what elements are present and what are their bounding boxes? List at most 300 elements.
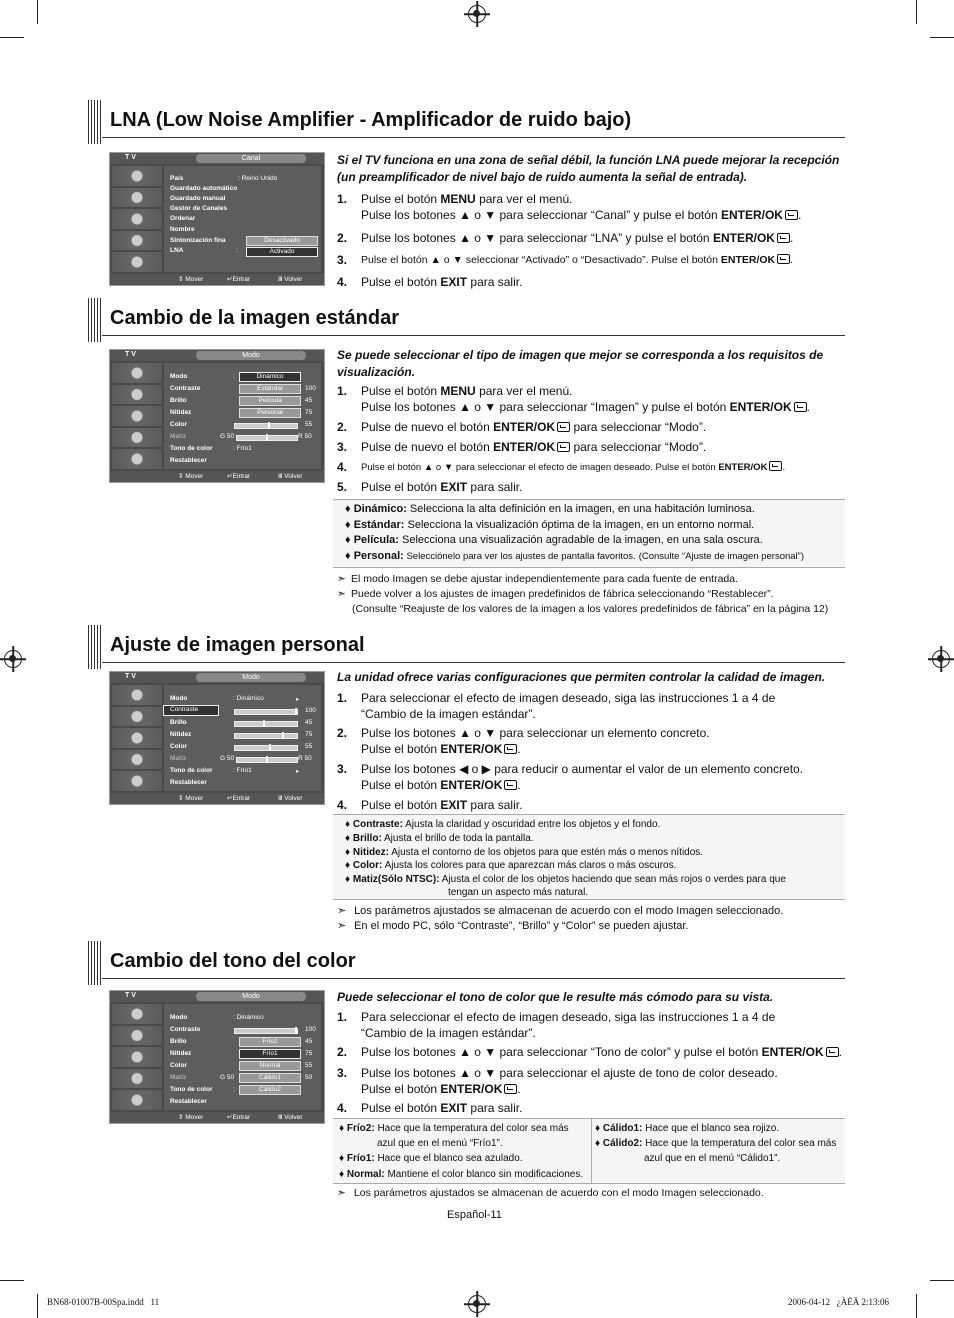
menu-value: G 50 — [220, 1074, 235, 1081]
tv-menu-screenshot-canal — [109, 152, 325, 286]
note-text: Los parámetros ajustados se almacenan de acuerdo con el modo Imagen seleccionado. — [353, 1187, 764, 1199]
menu-value: : Frío1 — [233, 767, 252, 774]
foot-enter: ↵Entrar — [227, 473, 251, 480]
tv-label: T V — [125, 673, 136, 680]
step — [337, 726, 847, 757]
menu-value: R 50 — [298, 433, 312, 440]
menu-number: 100 — [305, 1026, 316, 1033]
menu-row: Modo — [170, 373, 188, 380]
tv-menu-screenshot-tono — [109, 990, 325, 1124]
bullet-text: Ajusta la claridad y oscuridad entre los objetos y el fondo. — [402, 819, 661, 830]
bullet-text: azul que en el menú “Frío1”. — [377, 1138, 503, 1149]
slider — [236, 757, 298, 763]
step-text: para ver el menú. — [475, 384, 573, 398]
option-dinamico-selected: Dinámico — [239, 372, 301, 382]
menu-value: : Dinámico — [233, 695, 264, 702]
bullet-item — [595, 1137, 836, 1150]
menu-row: Brillo — [170, 719, 187, 726]
key-label: ENTER/OK — [440, 741, 503, 756]
bullet-item — [595, 1122, 779, 1135]
bullet-text: Ajusta el contorno de los objetos para que estén más o menos nítidos. — [389, 847, 704, 858]
menu-colon: : — [236, 247, 238, 254]
bullet-item — [345, 519, 754, 532]
bullet-text: Hace que el blanco sea azulado. — [374, 1153, 523, 1164]
bullet-icon: ♦ — [339, 1169, 345, 1180]
bullet-item — [339, 1152, 523, 1165]
registration-mark-icon — [468, 1295, 486, 1313]
menu-icon — [112, 1047, 162, 1067]
bullet-icon: ♦ — [339, 1123, 345, 1134]
bullet-item — [339, 1122, 569, 1135]
option-pelicula: Película — [239, 396, 301, 406]
option-personal: Personal — [239, 408, 301, 418]
menu-icon — [112, 685, 162, 705]
bullet-key: Contraste: — [352, 819, 403, 830]
bullet-text: tengan un aspecto más natural. — [448, 887, 589, 898]
step-number: 4. — [337, 460, 348, 474]
menu-row: País — [170, 175, 184, 182]
enter-icon — [504, 1084, 517, 1094]
section-title: Cambio de la imagen estándar — [110, 307, 399, 329]
step — [337, 384, 847, 415]
key-label: ENTER/OK — [440, 777, 503, 792]
step-text: para seleccionar “Modo”. — [570, 440, 707, 454]
bullet-item — [345, 832, 534, 845]
menu-value: : Frío1 — [233, 445, 252, 452]
enter-icon — [504, 780, 517, 790]
step-text: . — [517, 741, 521, 756]
key-label: MENU — [440, 384, 476, 398]
heading-rule — [102, 137, 845, 138]
crop-mark — [0, 37, 24, 38]
menu-row: Brillo — [170, 397, 187, 404]
bullet-text: Ajusta el color de los objetos haciendo que sean más rojos o verdes para que — [439, 874, 786, 885]
menu-number: 50 — [305, 1074, 313, 1081]
menu-row: Guardado manual — [170, 195, 226, 202]
step — [337, 1010, 847, 1041]
step-number: 3. — [337, 440, 348, 454]
enter-icon — [557, 422, 570, 432]
menu-icon — [112, 406, 162, 426]
bullet-key: Brillo: — [352, 833, 382, 844]
note: (Consulte “Reajuste de los valores de la imagen a los valores predefinidos de fábrica” en la página 12) — [352, 603, 829, 615]
crop-mark — [0, 1280, 24, 1281]
note-icon: ➣ — [337, 920, 347, 932]
bullet-text: Hace que la temperatura del color sea más — [374, 1123, 569, 1134]
bullet-item — [345, 873, 786, 886]
step — [337, 1101, 847, 1117]
key-label: EXIT — [440, 1101, 468, 1115]
menu-row: Restablecer — [170, 457, 207, 464]
bullet-text: Mantiene el color blanco sin modificaciones. — [384, 1169, 584, 1180]
note — [337, 1186, 764, 1200]
step-text: . — [517, 1081, 521, 1096]
step-number: 4. — [337, 275, 348, 289]
step-text: . — [806, 399, 810, 414]
step-number: 2. — [337, 231, 348, 245]
menu-number: 45 — [305, 719, 313, 726]
menu-row: LNA — [170, 247, 184, 254]
bullet-key: Nitidez: — [352, 847, 389, 858]
bullet-icon: ♦ — [345, 519, 351, 531]
menu-row: Matiz — [170, 433, 187, 440]
menu-value: G 50 — [220, 433, 235, 440]
step — [337, 1066, 847, 1097]
bullet-item — [345, 503, 755, 516]
key-label: ENTER/OK — [440, 1081, 503, 1096]
file-name: BN68-01007B-00Spa.indd 11 — [47, 1297, 160, 1307]
enter-icon — [826, 1047, 839, 1057]
step-text: Pulse los botones ▲ o ▼ para seleccionar “Canal” y pulse el botón — [361, 207, 721, 222]
step-text: Pulse el botón ▲ o ▼ para seleccionar el efecto de imagen deseado. Pulse el botón — [361, 462, 719, 473]
key-label: ENTER/OK — [718, 462, 768, 473]
heading-bar — [88, 625, 102, 669]
crop-mark — [916, 0, 917, 24]
step-text: Pulse los botones ▲ o ▼ para seleccionar “LNA” y pulse el botón — [361, 231, 713, 245]
tv-menu-screenshot-modo — [109, 349, 325, 483]
step-text: para salir. — [467, 480, 523, 494]
menu-icon — [112, 252, 162, 272]
heading-rule — [102, 335, 845, 336]
menu-row: Restablecer — [170, 1098, 207, 1105]
section-intro: Se puede seleccionar el tipo de imagen que mejor se corresponda a los requisitos de visualización. — [337, 348, 824, 379]
menu-row: Brillo — [170, 1038, 187, 1045]
tv-label: T V — [125, 154, 136, 161]
step-text: Pulse de nuevo el botón — [361, 420, 494, 434]
foot-back: Ⅲ Volver — [278, 795, 303, 802]
bullet-key: Color: — [352, 860, 383, 871]
menu-row-selected: Contraste — [163, 705, 219, 716]
slider — [234, 733, 298, 739]
menu-row: Contraste — [170, 385, 201, 392]
menu-number: 45 — [305, 1038, 313, 1045]
key-label: ENTER/OK — [720, 207, 783, 222]
key-label: ENTER/OK — [729, 399, 792, 414]
option-activado-selected: Activado — [246, 247, 318, 257]
menu-icon — [112, 363, 162, 383]
menu-row: Ordenar — [170, 215, 196, 222]
bullet-text: azul que en el menú “Cálido1”. — [644, 1153, 781, 1164]
step-text: para salir. — [467, 1101, 523, 1115]
menu-tab: Canal — [196, 154, 306, 163]
step — [337, 420, 847, 436]
bullet-text: Ajusta los colores para que aparezcan más claros o más oscuros. — [382, 860, 677, 871]
step — [337, 691, 847, 722]
menu-row: Nitidez — [170, 409, 192, 416]
menu-number: 75 — [305, 731, 313, 738]
foot-back: Ⅲ Volver — [278, 473, 303, 480]
bullet-key: Película: — [353, 534, 399, 546]
step-text: para salir. — [467, 798, 523, 812]
menu-value: R 50 — [298, 755, 312, 762]
menu-row: Color — [170, 1062, 187, 1069]
step-text: Pulse los botones ▲ o ▼ para seleccionar “Tono de color” y pulse el botón — [361, 1045, 762, 1059]
step-text: . — [782, 462, 786, 473]
menu-number: 75 — [305, 1050, 313, 1057]
note — [337, 572, 738, 586]
step-number: 1. — [337, 1010, 348, 1024]
bullet-key: Cálido2: — [602, 1138, 643, 1149]
bullet-key: Frío1: — [346, 1153, 375, 1164]
step-text: Pulse los botones ▲ o ▼ para seleccionar el ajuste de tono de color deseado. — [361, 1066, 778, 1080]
key-label: ENTER/OK — [493, 440, 556, 454]
menu-icon — [112, 1004, 162, 1024]
option-calido1: Cálido1 — [239, 1073, 301, 1083]
step-number: 4. — [337, 798, 348, 812]
step-text: Pulse el botón — [361, 384, 441, 398]
menu-icon — [112, 707, 162, 727]
step-text: Pulse los botones ◀ o ▶ para reducir o aumentar el valor de un elemento concreto. — [361, 762, 804, 776]
step-text: . — [790, 254, 794, 266]
bullet-icon: ♦ — [345, 503, 351, 515]
menu-number: 55 — [305, 1062, 313, 1069]
note-text: El modo Imagen se debe ajustar independientemente para cada fuente de entrada. — [351, 573, 739, 585]
menu-number: 45 — [305, 397, 313, 404]
note-text: Puede volver a los ajustes de imagen predefinidos de fábrica seleccionando “Restablecer”. — [351, 588, 774, 600]
bullet-item — [345, 859, 676, 872]
menu-row: Tono de color — [170, 445, 213, 452]
bullet-text: Ajusta el brillo de toda la pantalla. — [381, 833, 534, 844]
bullet-text: (Consulte “Ajuste de imagen personal”) — [638, 551, 804, 562]
menu-icon — [112, 1090, 162, 1110]
section-title: Ajuste de imagen personal — [110, 634, 365, 656]
step-text: Pulse el botón — [361, 777, 441, 792]
menu-value: G 50 — [220, 755, 235, 762]
step-text: Pulse el botón — [361, 480, 441, 494]
heading-bar — [88, 941, 102, 985]
enter-icon — [557, 442, 570, 452]
foot-enter: ↵Entrar — [227, 1114, 251, 1121]
info-box — [333, 1118, 845, 1184]
slider — [234, 709, 298, 715]
menu-number: 75 — [305, 409, 313, 416]
foot-enter: ↵Entrar — [227, 276, 251, 283]
option-frio1-selected: Frío1 — [239, 1049, 301, 1059]
section-title: Cambio del tono del color — [110, 950, 356, 972]
menu-icon — [112, 209, 162, 229]
section-intro: Puede seleccionar el tono de color que le resulte más cómodo para su vista. — [337, 990, 774, 1004]
menu-row: Contraste — [170, 1026, 201, 1033]
option-calido2: Cálido2 — [239, 1085, 301, 1095]
key-label: MENU — [440, 192, 476, 206]
registration-mark-icon — [4, 650, 22, 668]
step-text: Para seleccionar el efecto de imagen deseado, siga las instrucciones 1 a 4 de — [361, 691, 776, 705]
step-text: Para seleccionar el efecto de imagen deseado, siga las instrucciones 1 a 4 de — [361, 1010, 776, 1024]
step-text: . — [517, 777, 521, 792]
note — [337, 904, 783, 918]
menu-row: Matiz — [170, 1074, 187, 1081]
heading-bar — [88, 298, 102, 342]
menu-icon — [112, 1026, 162, 1046]
slider — [234, 1028, 298, 1034]
arrow-right-icon: ▸ — [296, 768, 300, 775]
step-number: 4. — [337, 1101, 348, 1115]
step — [337, 480, 847, 496]
menu-row: Modo — [170, 695, 188, 702]
tv-label: T V — [125, 351, 136, 358]
bullet-key: Dinámico: — [353, 503, 407, 515]
option-frio2: Frío2 — [239, 1037, 301, 1047]
enter-icon — [769, 461, 782, 471]
section-title: LNA (Low Noise Amplifier - Amplificador de ruido bajo) — [110, 109, 632, 131]
step — [337, 798, 847, 814]
step-number: 3. — [337, 253, 348, 267]
menu-row: Nombre — [170, 226, 195, 233]
note-icon: ➣ — [337, 905, 347, 917]
key-label: EXIT — [440, 480, 468, 494]
bullet-icon: ♦ — [345, 847, 351, 858]
enter-icon — [504, 744, 517, 754]
enter-icon — [777, 254, 790, 264]
step-text: . — [797, 207, 802, 222]
section-intro: Si el TV funciona en una zona de señal débil, la función LNA puede mejorar la recepción (un preamplificador de nivel bajo de ruido aumenta la señal de entrada). — [337, 153, 840, 184]
bullet-icon: ♦ — [345, 819, 351, 830]
bullet-text: Selecciona la visualización óptima de la imagen, en un entorno normal. — [404, 519, 755, 531]
menu-row: Nitidez — [170, 731, 192, 738]
step-text: Pulse el botón — [361, 798, 441, 812]
menu-colon: : — [233, 1086, 235, 1093]
menu-tab: Modo — [196, 673, 306, 682]
tv-menu-screenshot-personal — [109, 671, 325, 805]
box-divider — [591, 1119, 592, 1183]
menu-number: 55 — [305, 743, 313, 750]
foot-move: ⇕ Mover — [178, 473, 204, 480]
step-text: Pulse el botón — [361, 275, 441, 289]
bullet-icon: ♦ — [345, 534, 351, 546]
key-label: ENTER/OK — [493, 420, 556, 434]
bullet-item — [339, 1168, 583, 1181]
menu-number: 55 — [305, 421, 313, 428]
foot-move: ⇕ Mover — [178, 795, 204, 802]
step — [337, 231, 847, 247]
foot-back: Ⅲ Volver — [278, 1114, 303, 1121]
menu-value: : Reino Unido — [238, 175, 278, 182]
crop-mark — [37, 0, 38, 24]
info-box — [333, 814, 845, 900]
crop-mark — [930, 37, 954, 38]
slider — [236, 435, 298, 441]
crop-mark — [37, 1294, 38, 1318]
bullet-icon: ♦ — [595, 1123, 601, 1134]
step-text: Pulse el botón — [361, 741, 441, 756]
bullet-item — [345, 534, 763, 547]
menu-row: Sintonización fina — [170, 237, 226, 244]
menu-colon: : — [233, 373, 235, 380]
menu-number: 100 — [305, 385, 316, 392]
step-text: “Cambio de la imagen estándar”. — [361, 706, 536, 721]
menu-row: Color — [170, 743, 187, 750]
heading-bar — [88, 100, 102, 144]
step-text: “Cambio de la imagen estándar”. — [361, 1025, 536, 1040]
step-text: Pulse los botones ▲ o ▼ para seleccionar “Imagen” y pulse el botón — [361, 399, 730, 414]
crop-mark — [916, 1294, 917, 1318]
bullet-text: Hace que la temperatura del color sea más — [642, 1138, 837, 1149]
menu-value: : Dinámico — [233, 1014, 264, 1021]
menu-icon — [112, 750, 162, 770]
foot-back: Ⅲ Volver — [278, 276, 303, 283]
enter-icon — [785, 210, 798, 220]
bullet-icon: ♦ — [345, 874, 351, 885]
heading-rule — [102, 978, 845, 979]
registration-mark-icon — [932, 650, 950, 668]
section-intro: La unidad ofrece varias configuraciones que permiten controlar la calidad de imagen. — [337, 670, 826, 684]
option-estandar: Estándar — [239, 384, 301, 394]
key-label: ENTER/OK — [720, 254, 776, 266]
step — [337, 1045, 847, 1061]
registration-mark-icon — [468, 5, 486, 23]
slider — [234, 423, 298, 429]
step-text: Pulse el botón — [361, 192, 441, 206]
menu-icons — [112, 166, 162, 272]
step — [337, 440, 847, 456]
key-label: ENTER/OK — [761, 1045, 824, 1059]
option-normal: Normal — [239, 1061, 301, 1071]
menu-row: Restablecer — [170, 779, 207, 786]
step-text: Pulse de nuevo el botón — [361, 440, 494, 454]
bullet-icon: ♦ — [345, 550, 351, 562]
step-number: 3. — [337, 762, 348, 776]
foot-move: ⇕ Mover — [178, 1114, 204, 1121]
step-text: Pulse el botón ▲ o ▼ seleccionar “Activado” o “Desactivado”. Pulse el botón — [361, 254, 721, 266]
step-number: 1. — [337, 384, 348, 398]
menu-number: 100 — [305, 707, 316, 714]
key-label: ENTER/OK — [712, 231, 775, 245]
step-text: . — [838, 1045, 842, 1059]
menu-row: Gestor de Canales — [170, 205, 228, 212]
bullet-key: Personal: — [353, 550, 404, 562]
step-number: 5. — [337, 480, 348, 494]
bullet-key: Frío2: — [346, 1123, 375, 1134]
step-text: para seleccionar “Modo”. — [570, 420, 707, 434]
menu-row: Tono de color — [170, 767, 213, 774]
menu-icon — [112, 771, 162, 791]
menu-icon — [112, 428, 162, 448]
note-text: En el modo PC, sólo “Contraste”, “Brillo” y “Color” se pueden ajustar. — [354, 920, 689, 932]
page-number: Español-11 — [447, 1209, 502, 1221]
step — [337, 275, 847, 291]
foot-move: ⇕ Mover — [178, 276, 204, 283]
step-text: para salir. — [467, 275, 523, 289]
crop-mark — [930, 1280, 954, 1281]
step — [337, 253, 847, 269]
step-text: Pulse el botón — [361, 1101, 441, 1115]
enter-icon — [777, 233, 790, 243]
menu-row: Matiz — [170, 755, 187, 762]
step — [337, 460, 847, 476]
key-label: EXIT — [440, 798, 468, 812]
menu-row: Modo — [170, 1014, 188, 1021]
step-number: 1. — [337, 192, 348, 206]
bullet-text: Hace que el blanco sea rojizo. — [642, 1123, 780, 1134]
tv-label: T V — [125, 992, 136, 999]
step-number: 2. — [337, 726, 348, 740]
menu-row: Nitidez — [170, 1050, 192, 1057]
foot-enter: ↵Entrar — [227, 795, 251, 802]
step — [337, 762, 847, 793]
note-text: Los parámetros ajustados se almacenan de acuerdo con el modo Imagen seleccionado. — [354, 905, 784, 917]
key-label: EXIT — [440, 275, 468, 289]
option-desactivado: Desactivado — [246, 236, 318, 246]
menu-icon — [112, 188, 162, 208]
note-icon: ➣ — [337, 573, 346, 585]
menu-tab: Modo — [196, 992, 306, 1001]
slider — [234, 721, 298, 727]
step-number: 1. — [337, 691, 348, 705]
menu-icon — [112, 385, 162, 405]
note — [337, 919, 688, 933]
bullet-key: Matiz(Sólo NTSC): — [352, 874, 440, 885]
bullet-item — [345, 846, 703, 859]
